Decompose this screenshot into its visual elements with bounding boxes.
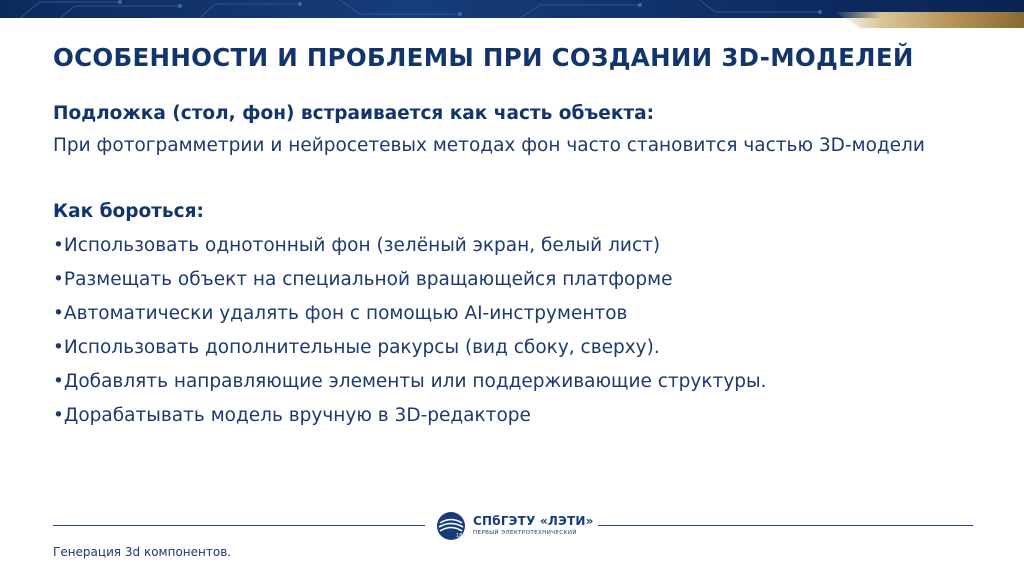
slide-content — [53, 103, 988, 427]
logo-tagline: ПЕРВЫЙ ЭЛЕКТРОТЕХНИЧЕСКИЙ — [473, 530, 577, 536]
list-item: •Использовать дополнительные ракурсы (вид сбоку, сверху). — [53, 337, 660, 358]
gold-accent-stripe — [834, 12, 1024, 28]
footer-divider-left — [53, 525, 425, 526]
solutions-list — [53, 235, 988, 427]
problem-heading: Подложка (стол, фон) встраивается как часть объекта: — [53, 103, 655, 124]
list-item: •Использовать однотонный фон (зелёный экран, белый лист) — [53, 235, 661, 256]
logo-name: СПбГЭТУ «ЛЭТИ» — [473, 514, 594, 528]
slide-title: ОСОБЕННОСТИ И ПРОБЛЕМЫ ПРИ СОЗДАНИИ 3D-МОДЕЛЕЙ — [53, 43, 914, 72]
list-item: •Добавлять направляющие элементы или поддерживающие структуры. — [53, 371, 767, 392]
logo-mark-text: 1886 — [456, 533, 469, 539]
list-item: •Автоматически удалять фон с помощью AI-инструментов — [53, 303, 628, 324]
university-logo — [436, 511, 596, 541]
solutions-heading: Как бороться: — [53, 201, 204, 222]
logo-emblem-icon — [436, 511, 469, 541]
list-item: •Размещать объект на специальной вращающейся платформе — [53, 269, 673, 290]
problem-description: При фотограмметрии и нейросетевых методах фон часто становится частью 3D-модели — [53, 135, 925, 156]
footer-caption: Генерация 3d компонентов. — [53, 545, 232, 559]
footer-divider-right — [598, 525, 973, 526]
list-item: •Дорабатывать модель вручную в 3D-редакторе — [53, 405, 531, 426]
